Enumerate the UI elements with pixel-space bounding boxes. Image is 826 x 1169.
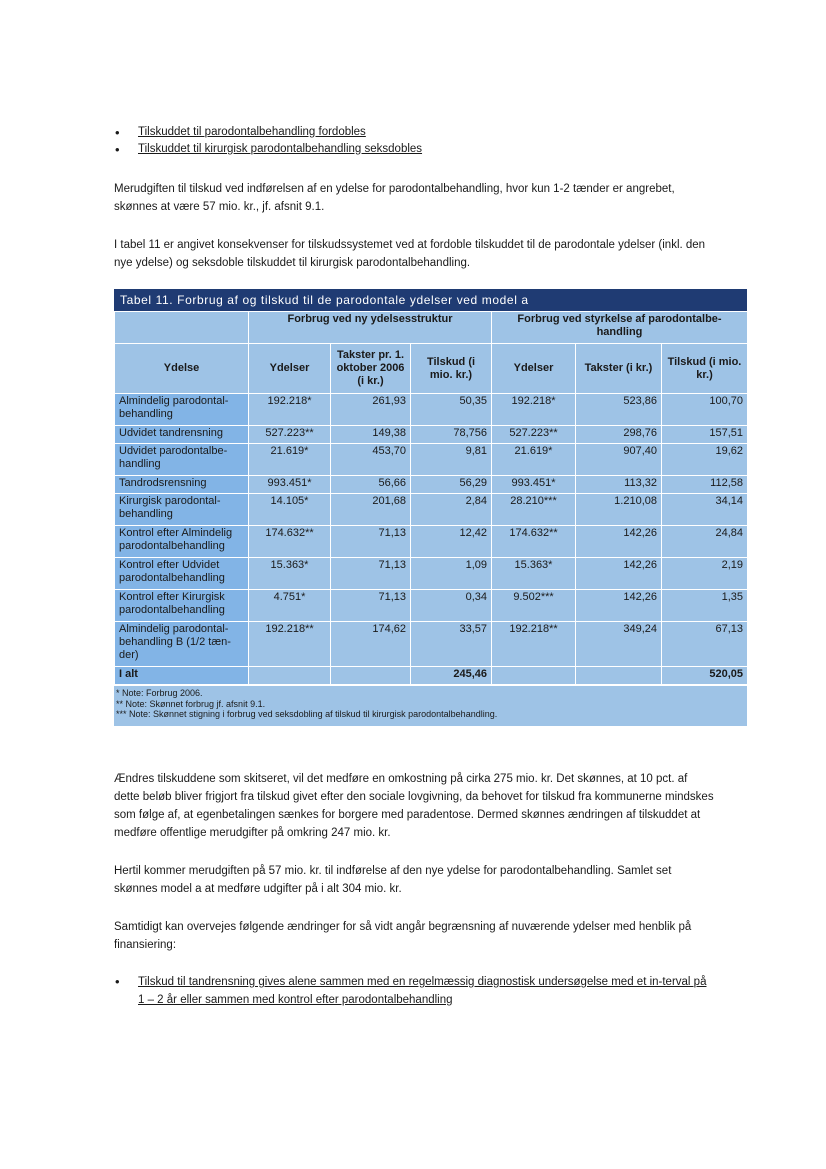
table-cell: 2,19 (662, 558, 748, 590)
table-cell: 192.218** (492, 622, 576, 667)
table-row (115, 590, 748, 622)
group-header-row (115, 312, 748, 344)
table-cell: 192.218* (492, 394, 576, 426)
col-header-tilskud-2: Tilskud (i mio. kr.) (662, 344, 748, 394)
table-row (115, 444, 748, 476)
row-label: Udvidet parodontalbe-handling (115, 444, 249, 476)
table-cell: 24,84 (662, 526, 748, 558)
table-cell: 149,38 (331, 426, 411, 444)
table-cell: 71,13 (331, 558, 411, 590)
total-cell (492, 667, 576, 685)
bullet-text: Tilskud til tandrensning gives alene sammen med en regelmæssig diagnostisk undersøgelse med et in-terval på 1 – 2 år eller sammen med kontrol efter parodontalbehandling (138, 976, 707, 1006)
total-row (115, 667, 748, 685)
bullet-item (112, 141, 732, 158)
table-cell: 993.451* (249, 476, 331, 494)
table-cell: 142,26 (576, 558, 662, 590)
note-1: * Note: Forbrug 2006. (116, 688, 203, 698)
table-cell: 527.223** (492, 426, 576, 444)
group-header-ny: Forbrug ved ny ydelsesstruktur (249, 312, 492, 344)
table-cell: 9.502*** (492, 590, 576, 622)
table-cell: 298,76 (576, 426, 662, 444)
bullet-item (112, 973, 712, 1009)
table-cell: 174,62 (331, 622, 411, 667)
table-cell: 261,93 (331, 394, 411, 426)
paragraph-tabel-intro: I tabel 11 er angivet konsekvenser for tilskudssystemet ved at fordoble tilskuddet til de parodontale ydelser (inkl. den nye ydelse) og seksdoble tilskuddet til kirurgisk parodontalbehandling. (114, 239, 706, 269)
table-row (115, 622, 748, 667)
total-cell (331, 667, 411, 685)
group-header-styrkelse: Forbrug ved styrkelse af parodontalbe-handling (492, 312, 748, 344)
table-notes (114, 685, 747, 726)
row-label: Kontrol efter Udvidet parodontalbehandling (115, 558, 249, 590)
total-cell (576, 667, 662, 685)
table-row (115, 558, 748, 590)
col-header-takster-2006: Takster pr. 1. oktober 2006 (i kr.) (331, 344, 411, 394)
table-cell: 2,84 (411, 494, 492, 526)
table-row (115, 394, 748, 426)
table-cell: 192.218* (249, 394, 331, 426)
paragraph-merudgift: Merudgiften til tilskud ved indførelsen af en ydelse for parodontalbehandling, hvor kun 1-2 tænder er angrebet, skønnes at være 57 mio. kr., jf. afsnit 9.1. (114, 183, 675, 213)
table-cell: 993.451* (492, 476, 576, 494)
row-label: Almindelig parodontal-behandling B (1/2 tæn-der) (115, 622, 249, 667)
bullet-text: Tilskuddet til kirurgisk parodontalbehandling seksdobles (138, 143, 423, 155)
table-cell: 15.363* (249, 558, 331, 590)
table-cell: 28.210*** (492, 494, 576, 526)
table-title: Tabel 11. Forbrug af og tilskud til de parodontale ydelser ved model a (114, 289, 747, 311)
table-body (115, 394, 748, 667)
table-cell: 34,14 (662, 494, 748, 526)
table-cell: 21.619* (492, 444, 576, 476)
table-cell: 349,24 (576, 622, 662, 667)
table-cell: 523,86 (576, 394, 662, 426)
table-cell: 907,40 (576, 444, 662, 476)
total-label: I alt (115, 667, 249, 685)
table-cell: 174.632** (492, 526, 576, 558)
table-cell: 174.632** (249, 526, 331, 558)
data-table (114, 311, 748, 685)
table-cell: 142,26 (576, 526, 662, 558)
table-row (115, 476, 748, 494)
row-label: Udvidet tandrensning (115, 426, 249, 444)
header-empty (115, 312, 249, 344)
table-cell: 33,57 (411, 622, 492, 667)
paragraph-samtidigt: Samtidigt kan overvejes følgende ændringer for så vidt angår begrænsning af nuværende ydelser med henblik på finansiering: (114, 921, 692, 951)
row-label: Tandrodsrensning (115, 476, 249, 494)
top-bullet-list (112, 124, 732, 158)
bottom-bullet-list (112, 973, 712, 1009)
table-cell: 0,34 (411, 590, 492, 622)
table-cell: 1,09 (411, 558, 492, 590)
table-cell: 56,29 (411, 476, 492, 494)
table-cell: 71,13 (331, 590, 411, 622)
table-cell: 50,35 (411, 394, 492, 426)
table-cell: 14.105* (249, 494, 331, 526)
total-cell (249, 667, 331, 685)
table-cell: 100,70 (662, 394, 748, 426)
table-row (115, 494, 748, 526)
table-cell: 9,81 (411, 444, 492, 476)
table-cell: 157,51 (662, 426, 748, 444)
table-cell: 56,66 (331, 476, 411, 494)
table-cell: 1,35 (662, 590, 748, 622)
paragraph-hertil: Hertil kommer merudgiften på 57 mio. kr. til indførelse af den nye ydelse for parodontalbehandling. Samlet set skønnes model a at medføre udgifter på i alt 304 mio. kr. (114, 865, 672, 895)
paragraph-omkostning: Ændres tilskuddene som skitseret, vil det medføre en omkostning på cirka 275 mio. kr. Det skønnes, at 10 pct. af dette beløb bliver frigjort fra tilskud givet efter den sociale lovgivning, da behovet for tilskud fra kommunerne mindskes som følge af, at egenbetalingen sænkes for borgere med paradentose. Dermed skønnes ændringen af tilskuddet at medføre offentlige merudgifter på omkring 247 mio. kr. (114, 773, 714, 839)
table-cell: 15.363* (492, 558, 576, 590)
column-header-row (115, 344, 748, 394)
bullet-text: Tilskuddet til parodontalbehandling fordobles (138, 126, 366, 138)
table-cell: 527.223** (249, 426, 331, 444)
table-cell: 19,62 (662, 444, 748, 476)
table-cell: 12,42 (411, 526, 492, 558)
table-cell: 192.218** (249, 622, 331, 667)
table-cell: 113,32 (576, 476, 662, 494)
note-2: ** Note: Skønnet forbrug jf. afsnit 9.1. (116, 698, 266, 709)
table-11 (114, 289, 747, 726)
table-cell: 71,13 (331, 526, 411, 558)
table-cell: 1.210,08 (576, 494, 662, 526)
col-header-tilskud: Tilskud (i mio. kr.) (411, 344, 492, 394)
table-row (115, 526, 748, 558)
row-label: Kirurgisk parodontal-behandling (115, 494, 249, 526)
col-header-takster: Takster (i kr.) (576, 344, 662, 394)
table-cell: 112,58 (662, 476, 748, 494)
table-cell: 21.619* (249, 444, 331, 476)
table-cell: 67,13 (662, 622, 748, 667)
col-header-ydelser: Ydelser (249, 344, 331, 394)
table-row (115, 426, 748, 444)
bullet-item (112, 124, 732, 141)
table-cell: 201,68 (331, 494, 411, 526)
total-tilskud-styrkelse: 520,05 (662, 667, 748, 685)
row-label: Almindelig parodontal-behandling (115, 394, 249, 426)
table-cell: 142,26 (576, 590, 662, 622)
row-label: Kontrol efter Almindelig parodontalbehandling (115, 526, 249, 558)
note-3: *** Note: Skønnet stigning i forbrug ved seksdobling af tilskud til kirurgisk parodontalbehandling. (116, 709, 498, 719)
table-cell: 78,756 (411, 426, 492, 444)
total-tilskud-ny: 245,46 (411, 667, 492, 685)
table-cell: 453,70 (331, 444, 411, 476)
col-header-ydelser-2: Ydelser (492, 344, 576, 394)
col-header-ydelse: Ydelse (115, 344, 249, 394)
row-label: Kontrol efter Kirurgisk parodontalbehandling (115, 590, 249, 622)
table-cell: 4.751* (249, 590, 331, 622)
